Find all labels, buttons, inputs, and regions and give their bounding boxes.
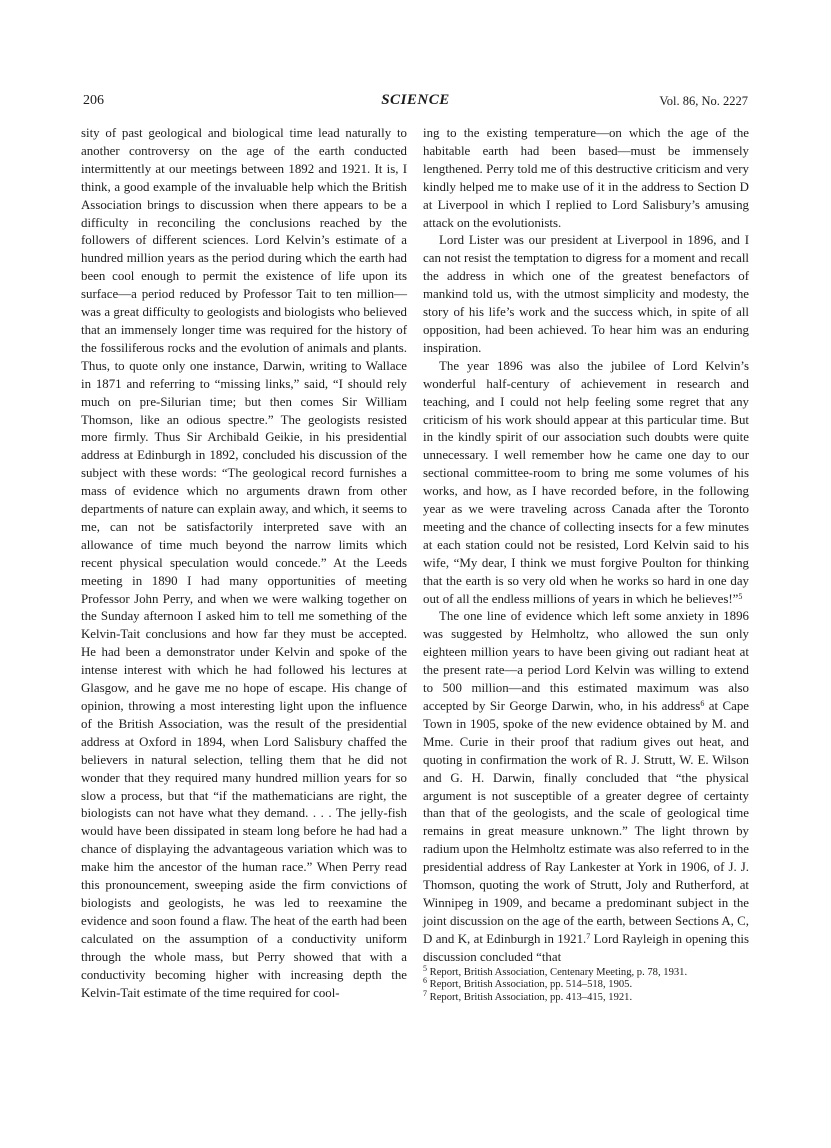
- footnote-ref[interactable]: 5: [738, 591, 743, 601]
- running-header: [83, 93, 748, 113]
- footnote-ref[interactable]: 7: [586, 931, 591, 941]
- footnote: [423, 989, 749, 1005]
- paragraph-text: The year 1896 was also the jubilee of Lord Kelvin’s wonderful half-century of achievement in research and teaching, and I could not help feeling some regret that any criticism of his work should appear at this particular time. But in the kindly spirit of our association such doubts were quite unnecessary. I well remember how he came one day to our sectional committee-room to bring me some volumes of his works, and how, as I have recorded before, in the following year as we were traveling across Canada after the Toronto meeting and the chance of collecting insects for a few minutes at each station could not be resisted, Lord Kelvin said to his wife, “My dear, I think we must forgive Poulton for thinking that the earth is so very old when he works so hard in one day out of all the endless millions of years in which he believes!”: [423, 358, 749, 606]
- journal-title: SCIENCE: [381, 92, 450, 108]
- page-number: 206: [83, 93, 104, 108]
- paragraph-text: The one line of evidence which left some anxiety in 1896 was suggested by Helmholtz, who allowed the sun only eighteen million years to have been giving out radiant heat at the present rate—a period Lord Kelvin was willing to extend to 500 million—and this estimated maximum was also accepted by Sir George Darwin, who, in his address: [423, 609, 749, 713]
- paragraph: Lord Lister was our president at Liverpool in 1896, and I can not resist the temptation to digress for a moment and recall the address in which one of the greatest benefactors of mankind told us, with the utmost simplicity and modesty, the story of his life’s work and the success which, in spite of all opposition, had been achieved. To hear him was an enduring inspiration.: [423, 233, 749, 355]
- paragraph: [423, 608, 749, 966]
- paragraph: ing to the existing temperature—on which the age of the habitable earth had been based—must be immensely lengthened. Perry told me of this destructive criticism and very kindly helped me to make use of it in the address to Section D at Liverpool in which I replied to Lord Salisbury’s amusing attack on the evolutionists.: [423, 126, 749, 230]
- paragraph: [423, 358, 749, 609]
- footnotes: [423, 963, 749, 1005]
- paragraph-text: at Cape Town in 1905, spoke of the new evidence obtained by M. and Mme. Curie in their proof that radium gives out heat, and quoting in confirmation the work of R. J. Strutt, W. E. Wilson and G. H. Darwin, finally concluded that “the physical argument is not susceptible of a greater degree of certainty than that of the geologists, and the scale of geological time remains in great measure unknown.” The light thrown by radium upon the Helmholtz estimate was also referred to in the presidential address of Ray Lankester at York in 1906, of J. J. Thomson, quoting the work of Strutt, Joly and Rutherford, at Winnipeg in 1909, and became a predominant subject in the joint discussion on the age of the earth, between Sections A, C, D and K, at Edinburgh in 1921.: [423, 699, 749, 946]
- footnote-ref[interactable]: 6: [700, 699, 705, 708]
- footnote-mark: 7: [423, 989, 427, 999]
- footnote: [423, 963, 749, 980]
- footnote-text: Report, British Association, pp. 514–518, 1905.: [427, 979, 633, 991]
- footnote-mark: 6: [423, 976, 427, 986]
- left-column: [81, 125, 407, 1002]
- footnote-text: Report, British Association, Centenary Meeting, p. 78, 1931.: [427, 966, 688, 978]
- paragraph: sity of past geological and biological time lead naturally to another controversy on the age of the earth conducted intermittently at our meetings between 1892 and 1921. It is, I think, a good example of the invaluable help which the British Association brings to discussion when there appears to be a difficulty in reconciling the conclusions reached by the followers of different sciences. Lord Kelvin’s estimate of a hundred million years as the period during which the earth had been cool enough to permit the existence of life upon its surface—a period reduced by Professor Tait to ten million—was a great difficulty to geologists and biologists who believed that an immensely longer time was required for the history of the fossiliferous rocks and the evolution of animals and plants. Thus, to quote only one instance, Darwin, writing to Wallace in 1871 and referring to “missing links,” said, “I should rely much on pre-Silurian time; but then comes Sir William Thomson, like an odious spectre.” The geologists resisted more firmly. Thus Sir Archibald Geikie, in his presidential address at Edinburgh in 1892, concluded his discussion of the subject with these words: “The geological record furnishes a mass of evidence which no arguments drawn from other departments of nature can explain away, and which, it seems to me, can not be satisfactorily interpreted save with an allowance of time much beyond the narrow limits which recent physical speculation would concede.” At the Leeds meeting in 1890 I had many opportunities of meeting Professor John Perry, and when we were walking together on the Sunday afternoon I asked him to tell me something of the Kelvin-Tait conclusions and how far they must be accepted. He had been a demonstrator under Kelvin and spoke of the intense interest with which he had followed his lectures at Glasgow, and he gave me no hope of escape. His change of opinion, throwing a most interesting light upon the influence of the British Association, was the result of the presidential address at Oxford in 1894, when Lord Salisbury chaffed the believers in natural selection, telling them that he did not wonder that they required many hundred million years for so slow a process, but that “if the mathematicians are right, the biologists can not have what they demand. . . . The jelly-fish would have been dissipated in steam long before he had had a chance of displaying the advantageous variation which was to make him the ancestor of the human race.” When Perry read this pronouncement, sweeping aside the firm convictions of biologists and geologists, he was led to reexamine the evidence and soon found a flaw. The heat of the earth had been calculated on the assumption of a conductivity uniform through the whole mass, but Perry showed that with a conductivity becoming higher with increasing depth the Kelvin-Tait estimate of the time required for cool-: [81, 126, 407, 1000]
- footnote-text: Report, British Association, pp. 413–415, 1921.: [427, 992, 633, 1004]
- paragraph-text: Lord Rayleigh in opening this discussion concluded “that: [423, 931, 749, 964]
- footnote-mark: 5: [423, 963, 427, 973]
- footnote: [423, 976, 749, 992]
- right-column: [423, 125, 749, 1005]
- volume-issue: Vol. 86, No. 2227: [659, 94, 748, 108]
